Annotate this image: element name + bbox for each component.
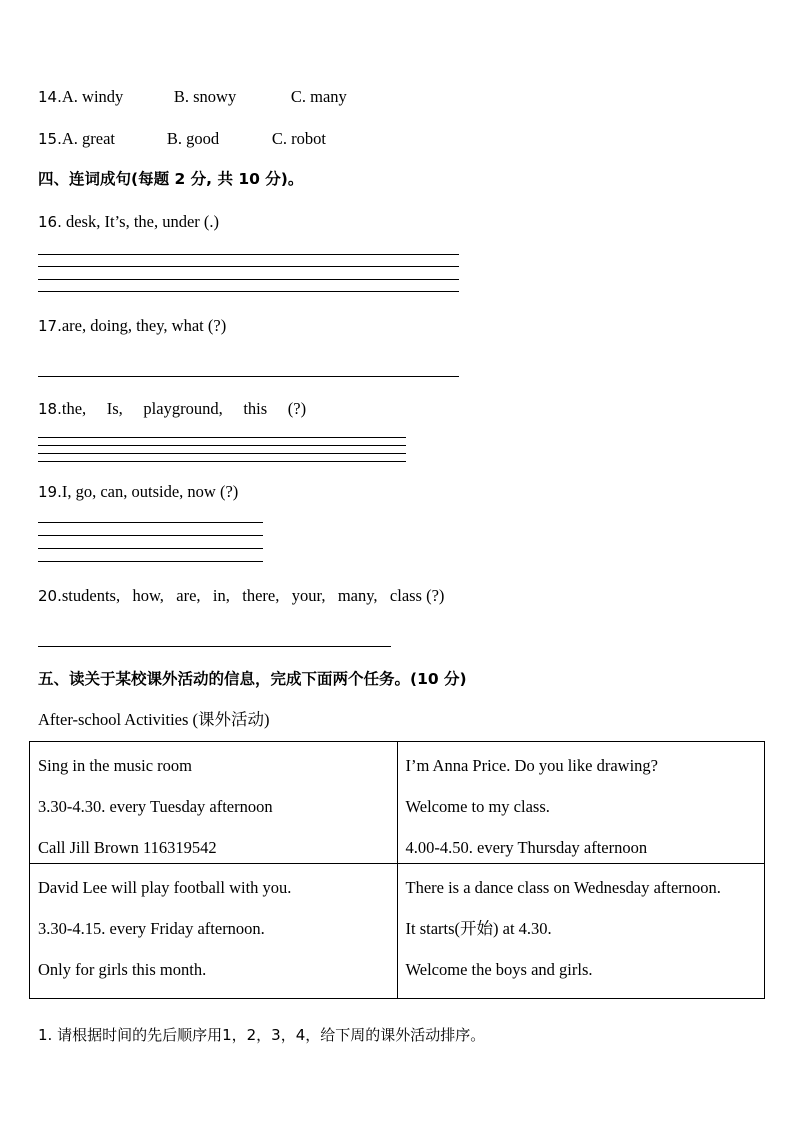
option-c: C. many [290,87,347,106]
answer-line [38,266,459,267]
activity-cell-music [30,742,398,864]
answer-line [38,461,406,462]
cell-line: I’m Anna Price. Do you like drawing? [405,756,658,775]
activity-cell-dance [397,864,765,999]
cell-line: Welcome the boys and girls. [405,960,593,979]
question-number: 14. [38,88,62,106]
question-words: desk, It’s, the, under (.) [61,212,220,231]
question-number: 19. [38,483,62,501]
answer-line [38,522,263,523]
activities-table [29,741,765,999]
section-5-title: 五、读关于某校课外活动的信息，完成下面两个任务。(10 分) [38,670,467,688]
question-20 [38,586,444,606]
cell-line: 4.00-4.50. every Thursday afternoon [405,838,648,857]
cell-line: Only for girls this month. [38,960,207,979]
question-number: 20. [38,587,62,605]
cell-line: Call Jill Brown 116319542 [38,838,217,857]
cell-line: 3.30-4.15. every Friday afternoon. [38,919,265,938]
cell-line: Sing in the music room [38,756,192,775]
question-number: 18. [38,400,62,418]
answer-line [38,445,406,446]
cell-line: It starts(开始) at 4.30. [405,919,552,938]
answer-line [38,646,391,647]
table-row [30,864,765,999]
cell-line: David Lee will play football with you. [38,878,292,897]
answer-line [38,561,263,562]
answer-line [38,376,459,377]
answer-line [38,437,406,438]
question-words: are, doing, they, what (?) [61,316,227,335]
answer-line [38,279,459,280]
question-words: the, Is, playground, this (?) [61,399,307,418]
answer-line [38,254,459,255]
activity-cell-drawing [397,742,765,864]
activities-subtitle: After-school Activities (课外活动) [38,710,270,729]
question-17 [38,316,226,336]
question-number: 16. [38,213,62,231]
cell-line: Welcome to my class. [405,797,550,816]
question-words: students, how, are, in, there, your, many, class (?) [61,586,445,605]
question-18 [38,399,306,419]
table-row [30,742,765,864]
question-number: 17. [38,317,62,335]
option-a: A. windy [61,87,124,106]
cell-line: 3.30-4.30. every Tuesday afternoon [38,797,273,816]
task-1-instruction: 1. 请根据时间的先后顺序用1，2，3，4，给下周的课外活动排序。 [38,1026,486,1044]
cell-line: There is a dance class on Wednesday afternoon. [405,878,721,897]
option-a: A. great [61,129,116,148]
activity-cell-football [30,864,398,999]
question-16 [38,212,219,232]
question-19 [38,482,238,502]
question-15 [38,129,326,149]
answer-line [38,291,459,292]
option-b: B. good [166,129,220,148]
question-number: 15. [38,130,62,148]
question-words: I, go, can, outside, now (?) [61,482,239,501]
question-14 [38,87,347,107]
answer-line [38,535,263,536]
answer-line [38,453,406,454]
option-b: B. snowy [173,87,237,106]
option-c: C. robot [271,129,326,148]
section-4-title: 四、连词成句(每题 2 分, 共 10 分)。 [38,170,304,188]
answer-line [38,548,263,549]
